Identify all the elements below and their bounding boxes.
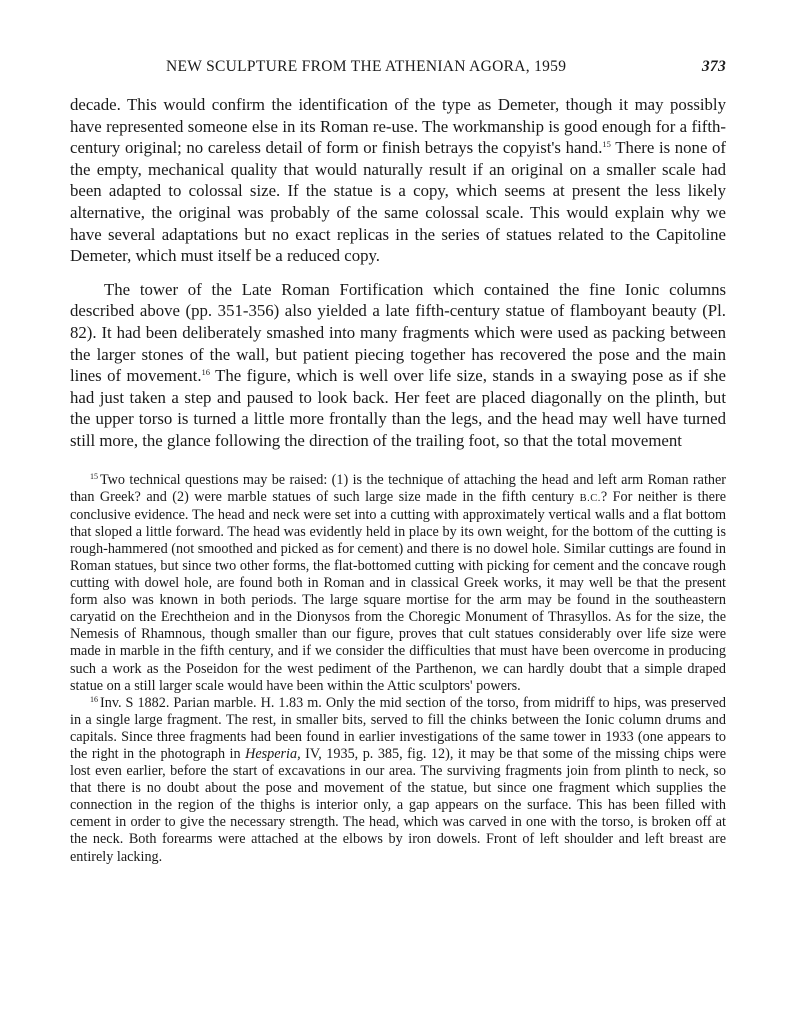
paragraph-1-text-a: decade. This would confirm the identification of the type as Demeter, though it may possibly have represented someone else in its Roman re-use. The workmanship is good enough for a fifth-century original; no careless detail of form or finish betrays the copyist's hand. <box>70 95 726 158</box>
page-number: 373 <box>701 58 726 75</box>
footnote-16-number: 16 <box>90 694 98 704</box>
footnote-15-text-a: Two technical questions may be raised: (1) is the technique of attaching the head and left arm Roman rather than Greek? and (2) were marble statues of such large size made in the fifth century <box>70 471 726 505</box>
paragraph-2 <box>70 279 726 452</box>
footnote-ref-16: 16 <box>201 367 211 378</box>
footnote-16 <box>70 695 726 866</box>
footnotes <box>70 472 726 866</box>
footnote-15 <box>70 472 726 695</box>
footnote-16-journal: Hesperia, <box>245 746 301 762</box>
page <box>70 58 726 866</box>
footnote-15-number: 15 <box>90 471 98 481</box>
footnote-16-text-b: IV, 1935, p. 385, fig. 12), it may be that some of the missing chips were lost even earlier, before the start of excavations in our area. The surviving fragments join from plinth to neck, so that there is no doubt about the pose and movement of the statue, but since one fragment which supplies the connection in the region of the thighs is interior only, a gap appears on the surface. This has been filled with cement in order to give the necessary strength. The head, which was carved in one with the torso, is broken off at the neck. Both forearms were attached at the elbows by iron dowels. Front of left shoulder and left breast are entirely lacking. <box>70 746 727 865</box>
running-title: NEW SCULPTURE FROM THE ATHENIAN AGORA, 1959 <box>166 58 567 75</box>
footnote-16-text-a: Inv. S 1882. Parian marble. H. 1.83 m. Only the mid section of the torso, from midriff to hips, was preserved in a single large fragment. The rest, in smaller bits, served to fill the chinks between the Ionic column drums and capitals. Since three fragments had been found in earlier investigations of the same tower in 1933 (one appears to the right in the photograph in <box>70 694 726 762</box>
body-text <box>70 94 726 452</box>
footnote-15-text-b: ? For neither is there conclusive evidence. The head and neck were set into a cutting with approximately vertical walls and a flat bottom that sloped a little forward. The head was evidently held in place by its own weight, for the bottom of the cutting is rough-hammered (not smoothed and picked as for cement) and there is no dowel hole. Similar cuttings are found in Roman statues, but since two other forms, the flat-bottomed cutting with picking for cement and the concave rough cutting with dowel hole, are found both in Roman and in classical Greek works, it may well be that the present form also was known in both periods. The large square mortise for the arm may be found in the southeastern caryatid on the Erechtheion and in the Dionysos from the Choregic Monument of Thrasyllos. As for the size, the Nemesis of Rhamnous, though smaller than our figure, proves that cult statues considerably over life size were made in marble in the fifth century, and if we consider the difficulties that must have been overcome in producing such a work as the Poseidon for the west pediment of the Parthenon, we can hardly doubt that a simple draped statue on a still larger scale would have been within the Attic sculptors' powers. <box>70 488 727 694</box>
paragraph-1-text-b: There is none of the empty, mechanical quality that would naturally result if an original on a smaller scale had been adapted to colossal size. If the statue is a copy, which seems at present the less likely alternative, the original was probably of the same colossal scale. This would explain why we have several adaptations but no exact replicas in the series of statues related to the Capitoline Demeter, which must itself be a reduced copy. <box>70 138 726 266</box>
paragraph-2-text-a: The tower of the Late Roman Fortification which contained the fine Ionic columns described above (pp. 351-356) also yielded a late fifth-century statue of flamboyant beauty (Pl. 82). It had been deliberately smashed into many fragments which were used as packing between the larger stones of the wall, but patient piecing together has recovered the pose and the main lines of movement. <box>70 279 726 386</box>
footnote-15-bc: B.C. <box>579 492 601 504</box>
paragraph-1 <box>70 94 726 267</box>
paragraph-2-text-b: The figure, which is well over life size, stands in a swaying pose as if she had just taken a step and paused to look back. Her feet are placed diagonally on the plinth, but the upper torso is turned a little more frontally than the legs, and the head may well have turned still more, the glance following the direction of the trailing foot, so that the total movement <box>70 366 726 450</box>
running-head <box>70 58 726 82</box>
footnote-ref-15: 15 <box>602 139 611 150</box>
